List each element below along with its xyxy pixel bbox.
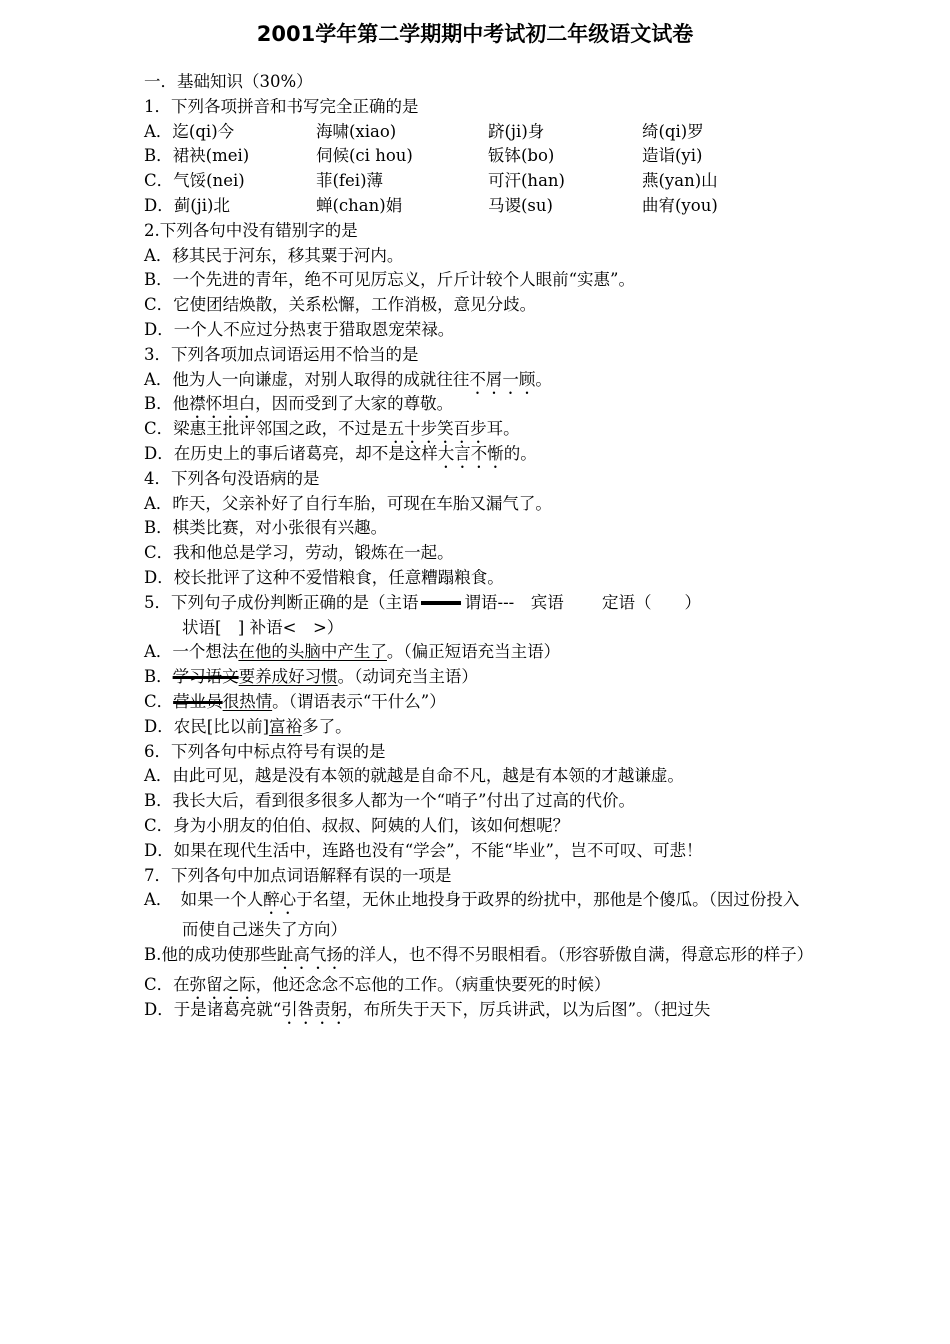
option-text: B． [144, 667, 173, 687]
question-5-option-c [144, 690, 814, 715]
dotted-phrase: 五十步笑百步 [387, 419, 487, 439]
option-cell: 造诣(yi) [642, 146, 703, 166]
stem-text: 谓语--- 宾语 定语（ ） [464, 592, 701, 612]
dotted-phrase: 襟怀坦白 [189, 394, 256, 414]
question-6-option-a: A．由此可见，越是没有本领的就越是自命不凡，越是有本领的才越谦虚。 [144, 766, 684, 786]
exam-title: 2001学年第二学期期中考试初二年级语文试卷 [256, 22, 694, 46]
option-cell: 钣钵(bo) [488, 146, 555, 166]
question-4-stem: 4．下列各句没语病的是 [144, 468, 320, 488]
question-3-option-c [144, 417, 814, 442]
stem-text: 5．下列句子成份判断正确的是（主语 [144, 592, 419, 612]
question-3-stem: 3．下列各项加点词语运用不恰当的是 [144, 344, 419, 364]
option-cell: 跻(ji)身 [488, 121, 545, 141]
dotted-phrase: 趾高气扬 [276, 945, 343, 965]
question-1-row-b [144, 144, 814, 169]
question-6-option-c: C．身为小朋友的伯伯、叔叔、阿姨的人们，该如何想呢？ [144, 815, 570, 835]
question-4-option-c: C．我和他总是学习，劳动，锻炼在一起。 [144, 543, 454, 563]
option-text: 的洋人，也不得不另眼相看。（形容骄傲自满，得意忘形的样子） [342, 945, 814, 965]
question-4-option-d: D．校长批评了这种不爱惜粮食，任意糟蹋粮食。 [144, 567, 504, 587]
question-4-option-b: B．棋类比赛，对小张很有兴趣。 [144, 518, 388, 538]
option-text: B．他 [144, 394, 190, 414]
dotted-phrase: 不屑一顾 [469, 369, 536, 389]
question-7-option-c [144, 973, 814, 998]
option-cell: A．迄(qi)今 [144, 121, 235, 141]
underlined-phrase: 富裕 [269, 716, 303, 736]
underlined-phrase: 要养成好习惯 [238, 667, 338, 687]
option-text: 。 [535, 369, 552, 389]
option-cell: 蝉(chan)娟 [316, 195, 403, 215]
option-cell: 绮(qi)罗 [642, 121, 704, 141]
question-1-row-c [144, 169, 814, 194]
struck-phrase: 学习语文 [172, 667, 239, 687]
option-text: ，因而受到了大家的尊敬。 [255, 394, 454, 414]
question-5-stem [144, 591, 814, 616]
option-cell: 菲(fei)薄 [316, 171, 384, 191]
option-text: 。（谓语表示“干什么”） [272, 691, 446, 711]
question-2-option-a: A．移其民于河东，移其粟于河内。 [144, 245, 404, 265]
option-text: C．梁惠王批评邻国之政，不过是 [144, 419, 388, 439]
option-text: C．在 [144, 975, 190, 995]
exam-content [144, 70, 814, 1023]
question-1-row-d [144, 194, 814, 219]
option-cell: 曲宥(you) [642, 195, 718, 215]
option-text: 耳。 [486, 419, 520, 439]
underlined-phrase: 在他的头脑中产生了 [238, 642, 387, 662]
option-text: 。（动词充当主语） [337, 667, 478, 687]
option-cell: 燕(yan)山 [642, 171, 718, 191]
question-3-option-a [144, 368, 814, 393]
dotted-phrase: 大言不惭 [437, 443, 504, 463]
option-text: ，他还念念不忘他的工作。（病重快要死的时候） [255, 975, 611, 995]
question-1-stem: 1．下列各项拼音和书写完全正确的是 [144, 96, 419, 116]
struck-phrase: 营业员 [173, 691, 223, 711]
option-cell: 马谡(su) [488, 195, 553, 215]
option-text: D．于是诸葛亮就“ [144, 999, 282, 1019]
option-cell: 海啸(xiao) [316, 121, 397, 141]
question-4-option-a: A．昨天，父亲补好了自行车胎，可现在车胎又漏气了。 [144, 493, 552, 513]
option-text: A． 如果一个人 [144, 890, 264, 910]
question-5-option-b [144, 665, 814, 690]
question-7-option-a [144, 888, 814, 943]
question-7-stem: 7．下列各句中加点词语解释有误的一项是 [144, 865, 452, 885]
option-text: 的。 [503, 443, 537, 463]
dotted-phrase: 醉心 [263, 890, 297, 910]
option-text: ，布所失于天下，厉兵讲武，以为后图”。（把过失 [347, 999, 711, 1019]
question-6-stem: 6．下列各句中标点符号有误的是 [144, 741, 386, 761]
option-cell: C．气馁(nei) [144, 171, 245, 191]
question-3-option-b [144, 392, 814, 417]
question-2-option-c: C．它使团结焕散，关系松懈，工作消极，意见分歧。 [144, 295, 537, 315]
option-cell: D．蓟(ji)北 [144, 195, 230, 215]
question-6-option-b: B．我长大后，看到很多很多人都为一个“哨子”付出了过高的代价。 [144, 791, 635, 811]
option-text: A．他为人一向谦虚，对别人取得的成就往往 [144, 369, 470, 389]
option-cell: 可汗(han) [488, 171, 565, 191]
section-heading: 一．基础知识（30%） [144, 72, 313, 91]
underlined-phrase: 很热情 [222, 691, 273, 711]
question-2-option-d: D．一个人不应过分热衷于猎取恩宠荣禄。 [144, 319, 455, 339]
question-1-row-a [144, 120, 814, 145]
option-text: 于名望，无休止地投身于政界的纷扰中，那他是个傻瓜。（因过份投入而使自己迷失了方向） [182, 890, 800, 940]
question-6-option-d: D．如果在现代生活中，连路也没有“学会”，不能“毕业”，岂不可叹、可悲！ [144, 840, 703, 860]
option-text: C． [144, 691, 174, 711]
option-text: 多了。 [302, 716, 352, 736]
option-text: 。（偏正短语充当主语） [386, 642, 561, 662]
option-text: D．在历史上的事后诸葛亮，却不是这样 [144, 443, 438, 463]
option-text: D．农民[比以前] [144, 716, 270, 736]
option-text: A．一个想法 [144, 642, 239, 662]
option-cell: B．裙袂(mei) [144, 146, 250, 166]
question-5-stem-line2: 状语[ ] 补语< >） [182, 617, 344, 637]
dotted-phrase: 弥留之际 [189, 975, 256, 995]
question-7-option-d [144, 998, 814, 1023]
option-cell: 伺候(ci hou) [316, 146, 413, 166]
question-5-option-d [144, 715, 814, 740]
question-3-option-d [144, 442, 814, 467]
subject-mark-bar [421, 601, 461, 605]
dotted-phrase: 引咎责躬 [281, 999, 348, 1019]
question-5-option-a [144, 640, 814, 665]
question-2-stem: 2.下列各句中没有错别字的是 [144, 220, 358, 240]
option-text: B.他的成功使那些 [144, 945, 277, 965]
question-2-option-b: B．一个先进的青年，绝不可见厉忘义，斤斤计较个人眼前“实惠”。 [144, 270, 635, 290]
question-7-option-b [144, 943, 814, 973]
